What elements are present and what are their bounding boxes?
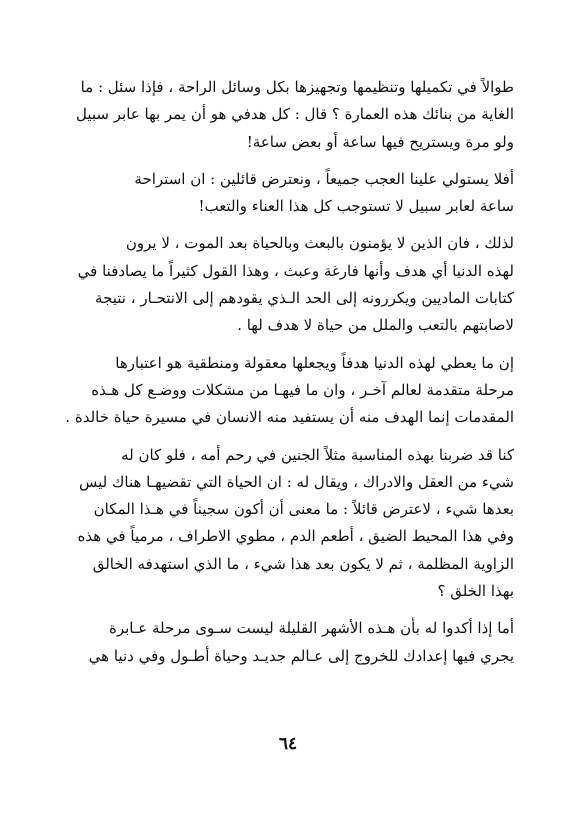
- text-line: طوالاً في تكميلها وتنظيمها وتجهيزها بكل وسائل الراحة ، فإذا سئل : ما: [80, 78, 514, 96]
- text-line: بهذا الخلق ؟: [437, 582, 514, 601]
- text-line: أفلا يستولي علينا العجب جميعاً ، ونعترض قائلين : ان استراحة: [134, 169, 514, 188]
- text-line: مرحلة متقدمة لعالم آخـر ، وان ما فيهـا من مشكلات ووضـع كل هـذه: [91, 380, 514, 399]
- text-line: الزاوية المظلمة ، ثم لا يكون بعد هذا شيء ، ما الذي استهدفه الخالق: [92, 554, 514, 573]
- paragraph-5: [62, 442, 514, 606]
- text-line: إن ما يعطي لهذه الدنيا هدفاً ويجعلها معقولة ومنطقية هو اعتبارها: [115, 353, 514, 372]
- text-line: ولو مرة ويستريح فيها ساعة أو بعض ساعة!: [246, 132, 514, 151]
- paragraph-4: [62, 350, 514, 432]
- paragraph-2: [62, 166, 514, 221]
- paragraph-6: [62, 615, 514, 670]
- text-line: يجري فيها إعدادك للخروج إلى عـالم جديـد وحياة أطـول وفي دنيا هي: [88, 646, 514, 665]
- page-number: ٦٤: [278, 734, 298, 754]
- paragraph-3: [62, 230, 514, 339]
- text-line: كتابات الماديين ويكررونه إلى الحد الـذي يقودهم إلى الانتحـار ، نتيجة: [95, 289, 514, 308]
- text-line: الغاية من بنائك هذه العمارة ؟ قال : كل هدفي هو أن يمر بها عابر سبيل: [76, 105, 514, 124]
- text-line: أما إذا أكدوا له بأن هـذه الأشهر القليلة ليست سـوى مرحلة عـابرة: [108, 619, 514, 638]
- text-line: المقدمات إنما الهدف منه أن يستفيد منه الانسان في مسيرة حياة خالدة .: [65, 408, 514, 427]
- paragraph-1: [62, 74, 514, 156]
- text-line: بعدها شيء ، لاعترض قائلاً : ما معنى أن أكون سجيناً في هـذا المكان: [93, 500, 514, 519]
- text-line: لذلك ، فان الذين لا يؤمنون بالبعث وبالحياة بعد الموت ، لا يرون: [125, 234, 514, 253]
- text-line: وفي هذا المحيط الضيق ، أطعم الدم ، مطوي الاطراف ، مرمياً في هذه: [77, 527, 514, 546]
- text-line: لاصابتهم بالتعب والملل من حياة لا هدف لها .: [237, 316, 514, 335]
- body-text: [62, 74, 514, 680]
- text-line: لهذه الدنيا أي هدف وأنها فارغة وعبث ، وهذا القول كثيراً ما يصادفنا في: [77, 261, 514, 280]
- text-line: ساعة لعابر سبيل لا تستوجب كل هذا العناء والتعب!: [198, 197, 514, 216]
- text-line: شيء من العقل والادراك ، ويقال له : ان الحياة التي تقضيهـا هناك ليس: [79, 472, 514, 491]
- text-line: كنا قد ضربنا بهذه المناسبة مثلاً الجنين في رحم أمه ، فلو كان له: [121, 445, 514, 464]
